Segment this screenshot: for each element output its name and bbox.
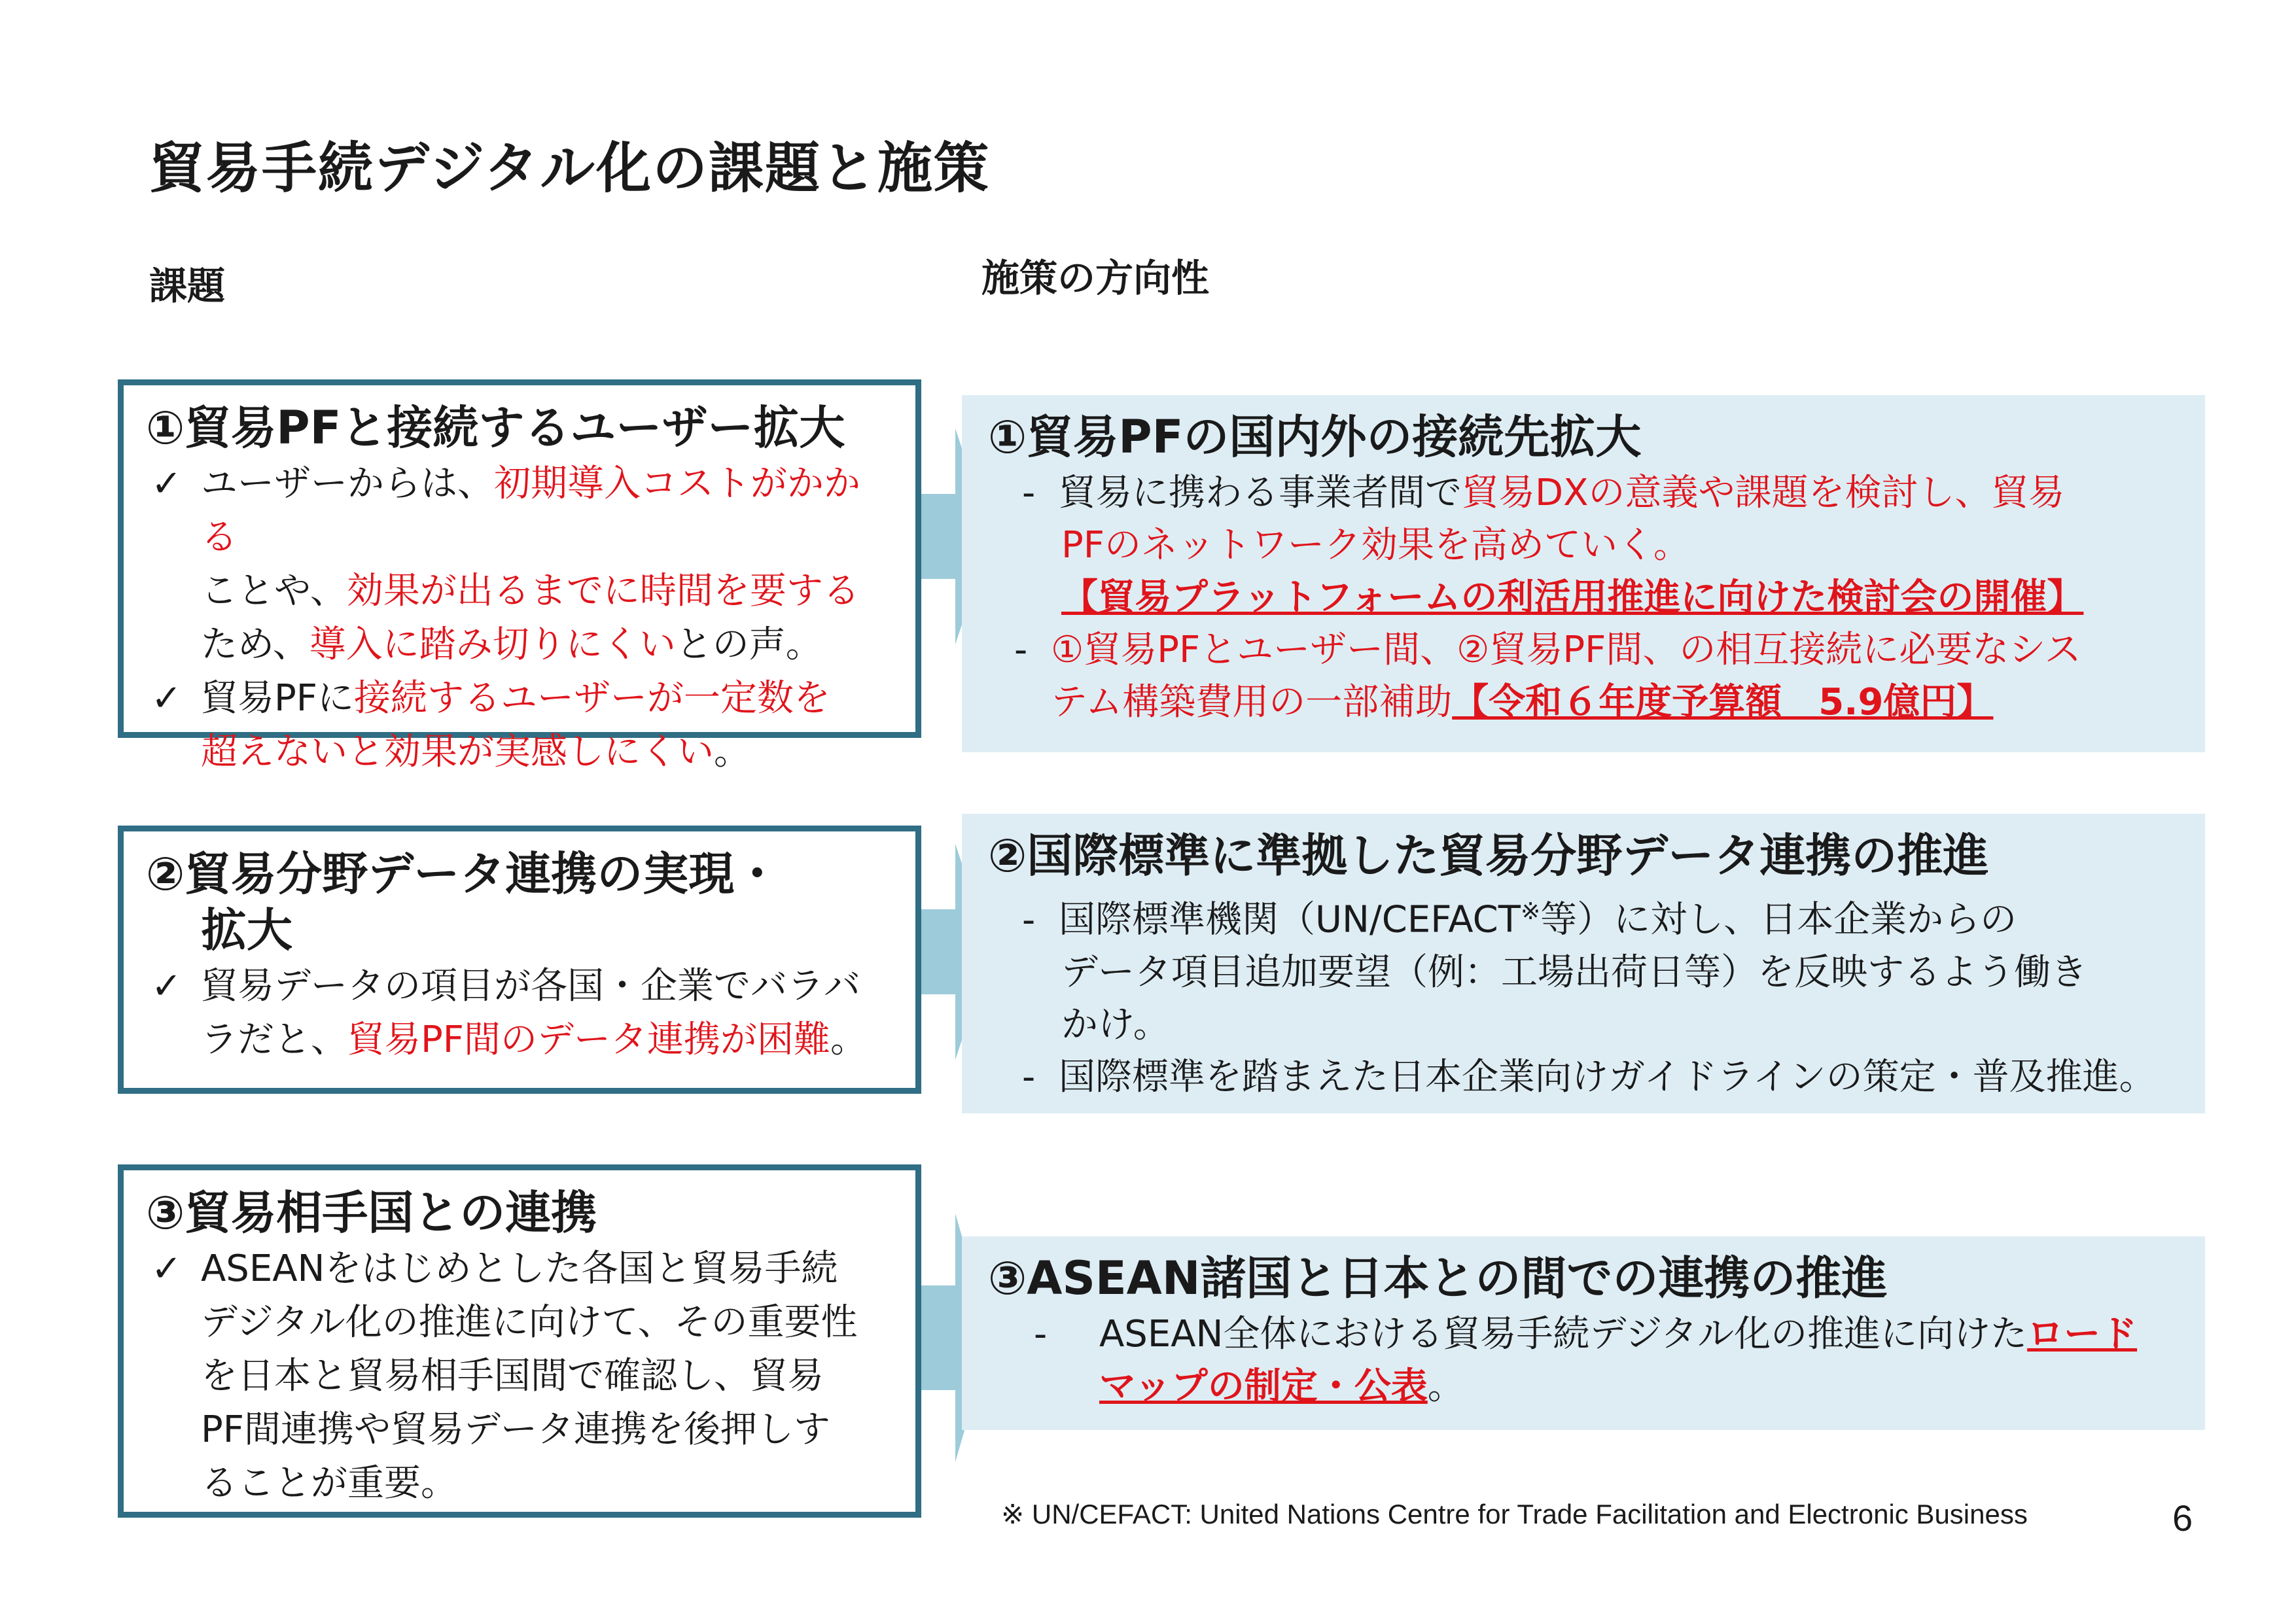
check-icon: ✓ [151,677,182,720]
policy-panel-2: ②国際標準に準拠した貿易分野データ連携の推進 - 国際標準機関（UN/CEFACT※等）に対し、日本企業からの データ項目追加要望（例：工場出荷日等）を反映するよう働き かけ。 - 国際標準を踏まえた日本企業向けガイドラインの策定・普及推進。 [962,814,2205,1113]
issue-3-bullets [146,1242,893,1510]
check-icon: ✓ [151,965,182,1007]
policies-column-heading: 施策の方向性 [981,256,1210,300]
list-item: - 国際標準を踏まえた日本企業向けガイドラインの策定・普及推進。 [988,1051,2185,1104]
issue-2-title: ②貿易分野データ連携の実現・ 拡大 [146,847,781,957]
page-title: 貿易手続デジタル化の課題と施策 [149,136,990,200]
meeting-highlight: 【貿易プラットフォームの利活用推進に向けた検討会の開催】 [1061,576,2084,619]
issue-1-title: ①貿易PFと接続するユーザー拡大 [146,401,845,455]
check-icon: ✓ [151,462,182,505]
list-item: - ①貿易PFとユーザー間、②貿易PF間、の相互接続に必要なシス [988,624,2185,676]
budget-highlight: 【令和６年度予算額 5.9億円】 [1452,681,1994,724]
policy-panel-1: ①貿易PFの国内外の接続先拡大 - 貿易に携わる事業者間で貿易DXの意義や課題を検討し、貿易 PFのネットワーク効果を高めていく。 【貿易プラットフォームの利活用推進に向けた検討会の開催】 - ①貿易PFとユーザー間、②貿易PF間、の相互接続に必要なシス テム構築費用の一部補助【令和６年度予算額 5.9億円】 [962,395,2205,752]
dash-icon: - [1014,629,1028,671]
policy-panel-3: ③ASEAN諸国と日本との間での連携の推進 - ASEAN全体における貿易手続デジタル化の推進に向けたロード マップの制定・公表。 [962,1236,2205,1430]
dash-icon: - [1022,1055,1036,1098]
list-item: ✓ ASEANをはじめとした各国と貿易手続 デジタル化の推進に向けて、その重要性 を日本と貿易相手国間で確認し、貿易 PF間連携や貿易データ連携を後押しす ることが重要。 [146,1242,893,1510]
issue-box-3 [118,1164,921,1518]
page-number: 6 [2172,1497,2193,1539]
dash-icon: - [1022,472,1036,514]
policy-1-title: ①貿易PFの国内外の接続先拡大 [988,410,1642,464]
list-item: ✓ ユーザーからは、初期導入コストがかかる ことや、効果が出るまでに時間を要する ため、導入に踏み切りにくいとの声。 [146,457,893,672]
issue-1-bullets [146,457,893,779]
list-item: ✓ 貿易PFに接続するユーザーが一定数を 超えないと効果が実感しにくい。 [146,672,893,779]
check-icon: ✓ [151,1248,182,1290]
policy-2-title: ②国際標準に準拠した貿易分野データ連携の推進 [988,829,1989,882]
dash-icon: - [1034,1313,1048,1355]
dash-icon: - [1022,898,1036,941]
issue-box-1 [118,379,921,773]
issue-2-bullets [146,960,893,1067]
list-item: ✓ 貿易データの項目が各国・企業でバラバ ラだと、貿易PF間のデータ連携が困難。 [146,960,893,1067]
issue-box-2 [118,826,921,1094]
footnote: ※ UN/CEFACT: United Nations Centre for Trade Facilitation and Electronic Business [1001,1499,2028,1529]
list-item: - ASEAN全体における貿易手続デジタル化の推進に向けたロード [988,1308,2185,1361]
policy-3-title: ③ASEAN諸国と日本との間での連携の推進 [988,1251,1888,1305]
list-item: - 国際標準機関（UN/CEFACT※等）に対し、日本企業からの [988,886,2185,947]
issues-column-heading: 課題 [149,264,226,308]
list-item: - 貿易に携わる事業者間で貿易DXの意義や課題を検討し、貿易 [988,467,2185,519]
issue-3-title: ③貿易相手国との連携 [146,1186,597,1240]
